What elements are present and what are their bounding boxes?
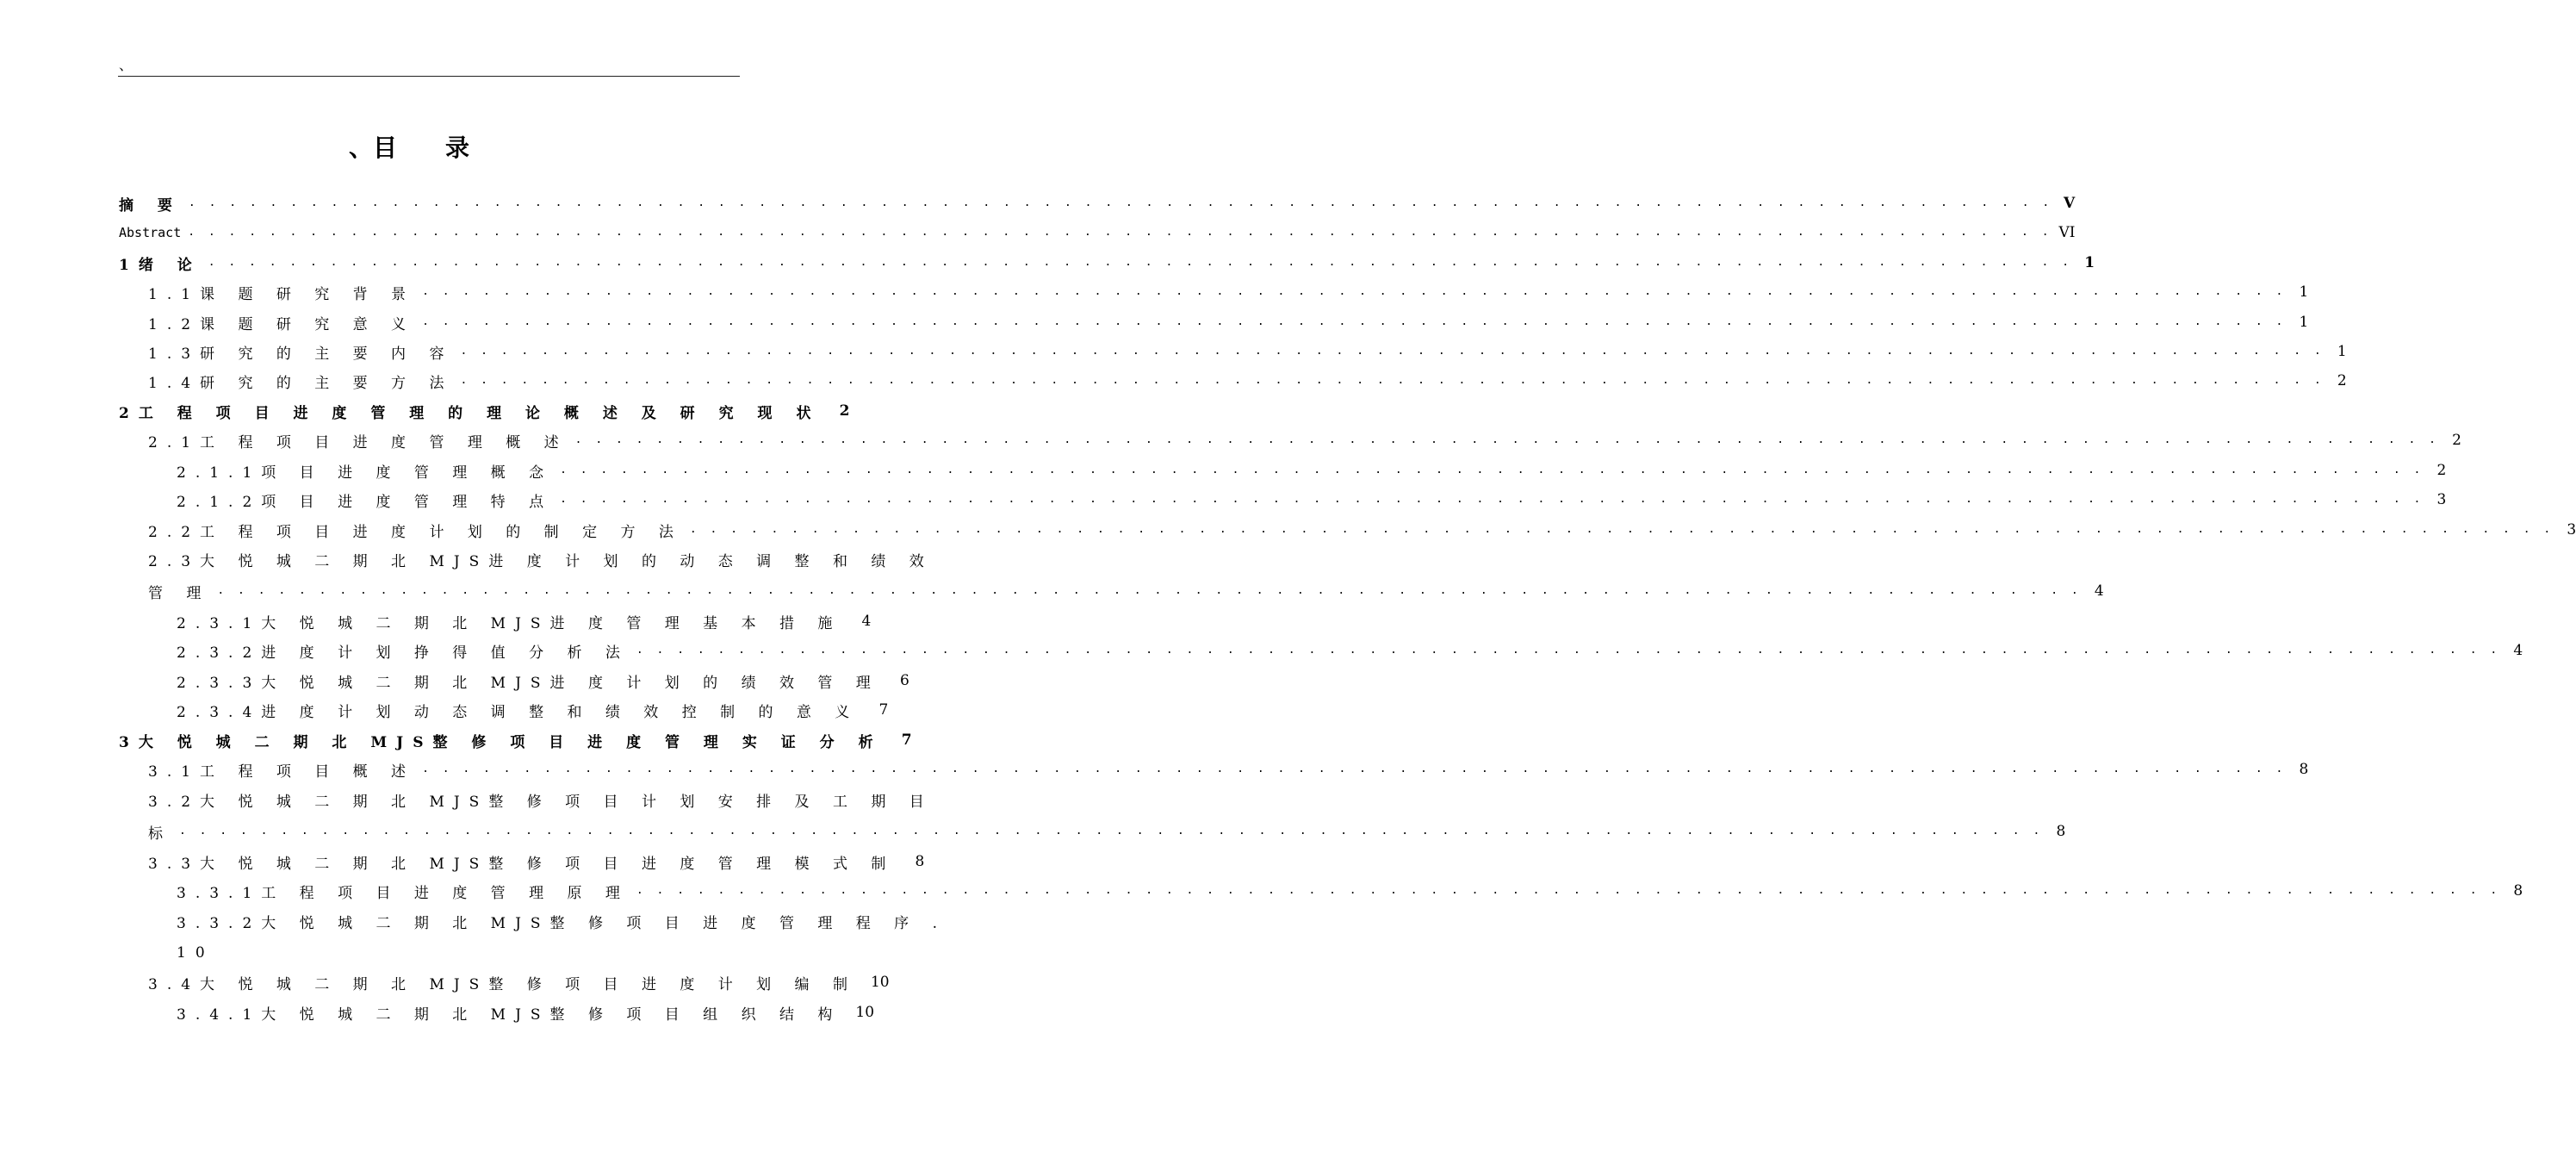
toc-dot-leader — [422, 314, 2286, 330]
toc-dot-leader — [575, 433, 2439, 448]
toc-entry[interactable] — [0, 218, 2076, 247]
toc-dot-leader — [690, 522, 2554, 538]
toc-entry-label: 2工 程 项 目 进 度 管 理 的 理 论 概 述 及 研 究 现 状 — [119, 404, 821, 422]
toc-entry-label: 摘 要 — [119, 196, 182, 215]
toc-entry-label: 2.3.4进 度 计 划 动 态 调 整 和 绩 效 控 制 的 意 义 — [177, 703, 860, 721]
toc-page-number: 8 — [915, 853, 925, 870]
toc-page-number: 3 — [2567, 521, 2576, 539]
toc-entry-label: 1.3研 究 的 主 要 内 容 — [148, 345, 454, 363]
toc-entry-label: 2.1.2项 目 进 度 管 理 特 点 — [177, 493, 554, 511]
page-title — [0, 131, 818, 165]
toc-entry[interactable] — [0, 607, 872, 636]
toc-entry[interactable] — [0, 847, 925, 876]
toc-entry[interactable] — [0, 636, 2523, 665]
toc-entry-label: 3.4大 悦 城 二 期 北 MJS整 修 项 目 进 度 计 划 编 制 — [148, 975, 857, 993]
toc-dot-leader — [560, 463, 2424, 478]
toc-entry-label: 2.1.1项 目 进 度 管 理 概 念 — [177, 464, 554, 482]
toc-entry-label: 1.4研 究 的 主 要 方 法 — [148, 374, 454, 392]
toc-entry-label: 1.1课 题 研 究 背 景 — [148, 285, 416, 303]
toc-entry-label: Abstract — [119, 225, 182, 240]
toc-dot-leader — [188, 225, 2051, 240]
toc-dot-leader — [422, 284, 2286, 300]
toc-page-number: 8 — [2299, 761, 2309, 778]
toc-entry-label: 2.3大 悦 城 二 期 北 MJS进 度 计 划 的 动 态 调 整 和 绩 效 — [148, 552, 934, 570]
toc-dot-leader — [208, 255, 2072, 271]
toc-dot-leader — [560, 492, 2424, 507]
toc-entry-label: 10 — [177, 944, 214, 962]
toc-page-number: V — [2064, 195, 2076, 212]
toc-page-number: 1 — [2337, 343, 2347, 360]
toc-entry[interactable] — [0, 456, 2447, 485]
toc-entry[interactable] — [0, 426, 2461, 455]
toc-page-number: 3 — [2436, 491, 2447, 508]
toc-dot-leader — [636, 883, 2500, 899]
toc-entry[interactable] — [0, 755, 2309, 784]
toc-page-number: 4 — [861, 613, 872, 630]
toc-entry[interactable] — [0, 277, 2309, 307]
toc-page-number: 1 — [2299, 283, 2309, 301]
toc-page-number: 2 — [2452, 432, 2461, 449]
toc-entry[interactable] — [0, 998, 875, 1027]
toc-entry-label: 1.2课 题 研 究 意 义 — [148, 315, 416, 333]
toc-entry-label: 3大 悦 城 二 期 北 MJS整 修 项 目 进 度 管 理 实 证 分 析 — [119, 733, 883, 751]
toc-page-number: 10 — [855, 1004, 875, 1021]
toc-entry-label: 标 — [148, 825, 172, 843]
toc-entry-label: 3.4.1大 悦 城 二 期 北 MJS整 修 项 目 组 织 结 构 — [177, 1005, 842, 1024]
toc-page-number: 1 — [2299, 314, 2309, 331]
toc-entry[interactable] — [0, 515, 2576, 545]
toc-dot-leader — [460, 373, 2324, 389]
toc-dot-leader — [422, 762, 2286, 777]
toc-entry[interactable] — [0, 545, 934, 574]
title-part-2: 录 — [445, 134, 470, 162]
toc-entry[interactable] — [0, 337, 2347, 366]
toc-entry[interactable] — [0, 308, 2309, 337]
title-part-1: 、目 — [348, 134, 397, 162]
toc-entry-label: 2.3.3大 悦 城 二 期 北 MJS进 度 计 划 的 绩 效 管 理 — [177, 674, 880, 692]
toc-entry[interactable] — [0, 189, 2076, 218]
toc-entry-label: 3.1工 程 项 目 概 述 — [148, 763, 416, 781]
toc-page-number: 8 — [2513, 882, 2523, 900]
toc-page-number: 1 — [2084, 254, 2095, 271]
toc-page-number: 10 — [870, 974, 890, 991]
toc-entry-label: 2.1工 程 项 目 进 度 管 理 概 述 — [148, 433, 568, 451]
toc-entry-label: 3.3.1工 程 项 目 进 度 管 理 原 理 — [177, 884, 630, 902]
toc-entry[interactable] — [0, 725, 912, 755]
toc-page-number: 2 — [2337, 372, 2347, 389]
toc-entry[interactable] — [0, 396, 850, 426]
toc-dot-leader — [189, 196, 2052, 211]
header-rule — [118, 76, 740, 77]
toc-dot-leader — [460, 344, 2324, 359]
toc-entry[interactable] — [0, 248, 2095, 277]
toc-entry[interactable] — [0, 906, 947, 936]
toc-entry[interactable] — [0, 485, 2447, 514]
toc-entry-label: 2.3.1大 悦 城 二 期 北 MJS进 度 管 理 基 本 措 施 — [177, 614, 842, 632]
toc-entry-label: 2.2工 程 项 目 进 度 计 划 的 制 定 方 法 — [148, 523, 683, 541]
toc-entry[interactable] — [0, 695, 889, 725]
toc-entry-label: 3.3.2大 悦 城 二 期 北 MJS整 修 项 目 进 度 管 理 程 序 . — [177, 914, 947, 932]
toc-entry[interactable] — [0, 366, 2347, 395]
toc-page-number: 2 — [2436, 462, 2447, 479]
toc-page-number: VI — [2058, 224, 2076, 241]
header-mark: 、 — [119, 57, 133, 73]
toc-page-number: 4 — [2513, 642, 2523, 659]
toc-entry[interactable] — [0, 576, 2104, 606]
toc-entry-label: 3.2大 悦 城 二 期 北 MJS整 修 项 目 计 划 安 排 及 工 期 目 — [148, 793, 934, 811]
toc-dot-leader — [217, 583, 2081, 599]
toc-entry-label: 管 理 — [148, 584, 211, 602]
toc-page-number: 7 — [901, 732, 912, 749]
toc-dot-leader — [636, 643, 2500, 658]
toc-entry[interactable] — [0, 666, 909, 695]
toc-entry[interactable] — [0, 938, 818, 968]
toc-page-number: 6 — [899, 672, 909, 689]
toc-entry[interactable] — [0, 876, 2523, 906]
toc-entry-label: 3.3大 悦 城 二 期 北 MJS整 修 项 目 进 度 管 理 模 式 制 — [148, 855, 896, 873]
toc-dot-leader — [179, 824, 2043, 839]
toc-page-number: 8 — [2056, 823, 2066, 840]
toc-entry-label: 2.3.2进 度 计 划 挣 得 值 分 析 法 — [177, 644, 630, 662]
toc-entry[interactable] — [0, 785, 934, 814]
toc-entry-label: 1绪 论 — [119, 256, 202, 274]
toc-entry[interactable] — [0, 968, 890, 997]
toc-page-number: 7 — [878, 701, 889, 719]
toc-page-number: 4 — [2094, 582, 2104, 600]
toc-page-number: 2 — [839, 402, 850, 420]
toc-entry[interactable] — [0, 817, 2066, 846]
